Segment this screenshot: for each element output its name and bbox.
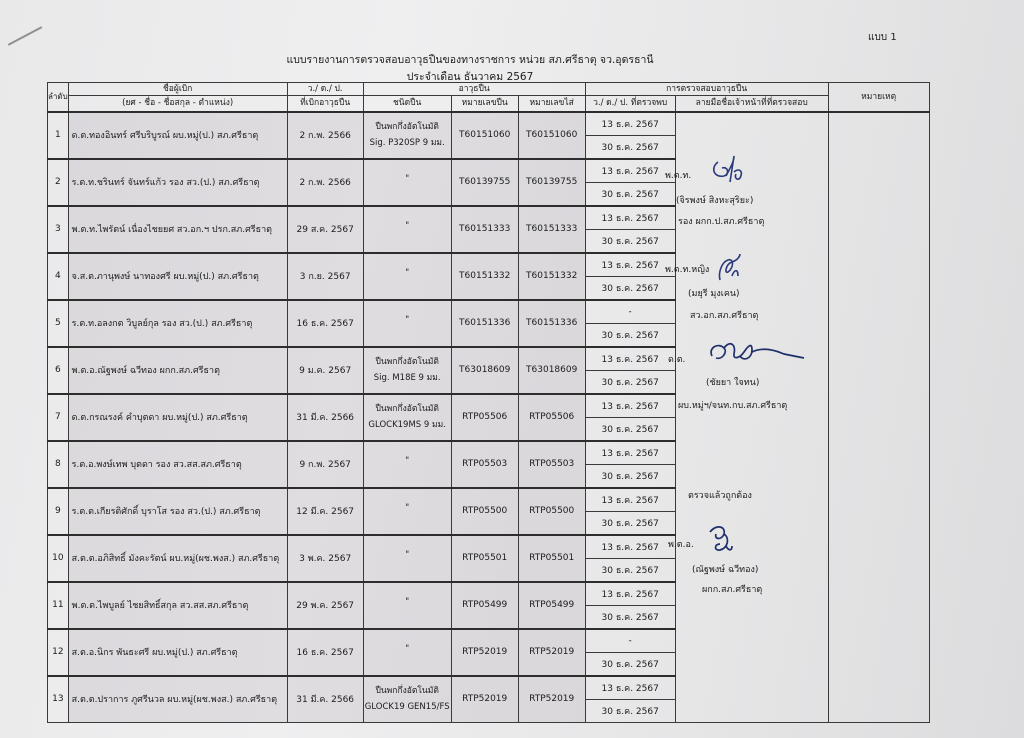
weapon-type-line1: ปืนพกกึ่งอัตโนมัติ (375, 121, 439, 132)
serial-number: T60151332 (518, 253, 585, 300)
signature-3 (700, 334, 810, 374)
issue-date: 12 มี.ค. 2567 (287, 488, 363, 535)
row-no: 4 (48, 253, 69, 300)
col-inspection: การตรวจสอบอาวุธปืน (585, 83, 828, 96)
row-no: 3 (48, 206, 69, 253)
row-no: 7 (48, 394, 69, 441)
weapon-type (363, 253, 451, 300)
weapon-type-line1: ปืนพกกึ่งอัตโนมัติ (375, 403, 439, 414)
issue-date: 3 ก.ย. 2567 (287, 253, 363, 300)
inspector-3-position: ผบ.หมู่ฯ/จนท.กบ.สภ.ศรีธาตุ (678, 401, 788, 411)
inspection-date-2: 30 ธ.ค. 2567 (585, 464, 675, 488)
serial-number: RTP52019 (518, 629, 585, 676)
row-no: 2 (48, 159, 69, 206)
gov-number: RTP05503 (451, 441, 518, 488)
weapon-type-line1: " (405, 503, 410, 513)
col-issue-date: ว./ ด./ ป. (287, 83, 363, 96)
weapon-type-line1: " (405, 550, 410, 560)
weapon-type (363, 629, 451, 676)
serial-number: RTP05503 (518, 441, 585, 488)
inspection-date-1: 13 ธ.ค. 2567 (585, 582, 675, 606)
serial-number: T60139755 (518, 159, 585, 206)
inspection-date-1: - (585, 629, 675, 653)
owner-name: ส.ต.อ.นิกร พันธะศรี ผบ.หมู่(ป.) สภ.ศรีธาตุ (68, 629, 287, 676)
inspection-date-2: 30 ธ.ค. 2567 (585, 370, 675, 394)
table-row (48, 112, 930, 136)
inspection-date-1: - (585, 300, 675, 324)
inspection-date-1: 13 ธ.ค. 2567 (585, 159, 675, 183)
inspection-date-2: 30 ธ.ค. 2567 (585, 558, 675, 582)
gov-number: RTP52019 (451, 629, 518, 676)
col-insp-date: ว./ ด./ ป. ที่ตรวจพบ (585, 96, 675, 112)
weapon-type (363, 159, 451, 206)
weapon-type-line1: " (405, 456, 410, 466)
weapon-type-line1: " (405, 174, 410, 184)
issue-date: 2 ก.พ. 2566 (287, 112, 363, 159)
weapon-type (363, 394, 451, 441)
weapon-type (363, 300, 451, 347)
gov-number: T60151336 (451, 300, 518, 347)
gov-number: T60139755 (451, 159, 518, 206)
owner-name: ส.ต.ต.ปราการ ภูศรีนวล ผบ.หมู่(ผช.พงส.) สภ.ศรีธาตุ (68, 676, 287, 723)
weapon-type (363, 582, 451, 629)
row-no: 1 (48, 112, 69, 159)
col-gov-no: หมายเลขปืน (451, 96, 518, 112)
row-no: 9 (48, 488, 69, 535)
issue-date: 3 พ.ค. 2567 (287, 535, 363, 582)
weapon-type (363, 347, 451, 394)
inspection-date-2: 30 ธ.ค. 2567 (585, 229, 675, 253)
col-weapon: อาวุธปืน (363, 83, 585, 96)
remark-cell (828, 112, 929, 723)
serial-number: T63018609 (518, 347, 585, 394)
weapon-type (363, 441, 451, 488)
col-insp-sign: ลายมือชื่อเจ้าหน้าที่ที่ตรวจสอบ (675, 96, 828, 112)
inspector-3-name: (ชัยยา ใจทน) (706, 378, 760, 388)
serial-number: RTP52019 (518, 676, 585, 723)
col-serial-no: หมายเลขไส่ (518, 96, 585, 112)
issue-date: 16 ธ.ค. 2567 (287, 629, 363, 676)
serial-number: RTP05506 (518, 394, 585, 441)
inspector-1-position: รอง ผกก.ป.สภ.ศรีธาตุ (678, 217, 765, 227)
inspection-date-1: 13 ธ.ค. 2567 (585, 441, 675, 465)
weapon-type-line2: GLOCK19 GEN15/FS (364, 701, 450, 712)
inspector-1-rank: พ.ต.ท. (665, 171, 692, 181)
gov-number: RTP05499 (451, 582, 518, 629)
weapon-type (363, 535, 451, 582)
inspection-date-2: 30 ธ.ค. 2567 (585, 699, 675, 722)
issue-date: 31 มี.ค. 2566 (287, 676, 363, 723)
gov-number: T60151333 (451, 206, 518, 253)
inspection-date-1: 13 ธ.ค. 2567 (585, 253, 675, 277)
inspection-date-2: 30 ธ.ค. 2567 (585, 135, 675, 159)
gov-number: RTP05501 (451, 535, 518, 582)
gov-number: RTP05500 (451, 488, 518, 535)
issue-date: 2 ก.พ. 2566 (287, 159, 363, 206)
row-no: 6 (48, 347, 69, 394)
row-no: 10 (48, 535, 69, 582)
inspector-2-position: สว.อก.สภ.ศรีธาตุ (690, 311, 759, 321)
gov-number: T63018609 (451, 347, 518, 394)
owner-name: ร.ต.ท.อลงกต วิบูลย์กุล รอง สว.(ป.) สภ.ศรีธาตุ (68, 300, 287, 347)
owner-name: ร.ต.ท.ชรินทร์ จันทร์แก้ว รอง สว.(ป.) สภ.ศรีธาตุ (68, 159, 287, 206)
serial-number: T60151060 (518, 112, 585, 159)
col-weapon-type: ชนิดปืน (363, 96, 451, 112)
serial-number: T60151336 (518, 300, 585, 347)
inspection-date-1: 13 ธ.ค. 2567 (585, 535, 675, 559)
weapon-type (363, 206, 451, 253)
inspection-date-1: 13 ธ.ค. 2567 (585, 347, 675, 371)
inspection-date-1: 13 ธ.ค. 2567 (585, 676, 675, 700)
weapon-type-line2: Sig. P320SP 9 มม. (369, 137, 445, 148)
col-remark: หมายเหตุ (828, 83, 929, 112)
owner-name: ร.ต.อ.พงษ์เทพ บุตดา รอง สว.สส.สภ.ศรีธาตุ (68, 441, 287, 488)
owner-name: ส.ต.ต.อภิสิทธิ์ มังคะรัตน์ ผบ.หมู่(ผช.พงส.) สภ.ศรีธาตุ (68, 535, 287, 582)
weapon-type-line1: ปืนพกกึ่งอัตโนมัติ (375, 685, 439, 696)
report-title: แบบรายงานการตรวจสอบอาวุธปืนของทางราชการ หน่วย สภ.ศรีธาตุ จว.อุดรธานี (286, 54, 654, 66)
issue-date: 31 มี.ค. 2566 (287, 394, 363, 441)
inspection-date-2: 30 ธ.ค. 2567 (585, 182, 675, 206)
issue-date: 16 ธ.ค. 2567 (287, 300, 363, 347)
inspection-date-2: 30 ธ.ค. 2567 (585, 276, 675, 300)
gov-number: RTP05506 (451, 394, 518, 441)
weapon-type-line2: GLOCK19MS 9 มม. (368, 419, 446, 430)
gov-number: T60151060 (451, 112, 518, 159)
inspector-1-name: (จิรพงษ์ สิงหะสุริยะ) (676, 196, 754, 206)
table-body (48, 112, 930, 723)
row-no: 8 (48, 441, 69, 488)
owner-name: พ.ต.อ.ณัฐพงษ์ ฉวีทอง ผกก.สภ.ศรีธาตุ (68, 347, 287, 394)
owner-name: ด.ต.กรณรงค์ คำบุตดา ผบ.หมู่(ป.) สภ.ศรีธาตุ (68, 394, 287, 441)
col-issue-date-sub: ที่เบิกอาวุธปืน (287, 96, 363, 112)
inspection-date-1: 13 ธ.ค. 2567 (585, 394, 675, 418)
inspection-date-2: 30 ธ.ค. 2567 (585, 511, 675, 535)
owner-name: จ.ส.ต.ภานุพงษ์ นาทองศรี ผบ.หมู่(ป.) สภ.ศรีธาตุ (68, 253, 287, 300)
checked-note: ตรวจแล้วถูกต้อง (688, 491, 752, 501)
issue-date: 29 พ.ค. 2567 (287, 582, 363, 629)
paper-crease (8, 26, 42, 46)
inspection-date-2: 30 ธ.ค. 2567 (585, 605, 675, 629)
inspection-date-1: 13 ธ.ค. 2567 (585, 112, 675, 136)
weapon-type-line2: Sig. M18E 9 มม. (373, 372, 441, 383)
inspection-date-1: 13 ธ.ค. 2567 (585, 206, 675, 230)
inspector-4-position: ผกก.สภ.ศรีธาตุ (702, 585, 763, 595)
issue-date: 9 ม.ค. 2567 (287, 347, 363, 394)
row-no: 12 (48, 629, 69, 676)
inspection-date-2: 30 ธ.ค. 2567 (585, 652, 675, 676)
inspection-date-2: 30 ธ.ค. 2567 (585, 323, 675, 347)
inspector-2-rank: พ.ต.ท.หญิง (665, 265, 710, 275)
row-no: 13 (48, 676, 69, 723)
col-owner-sub: (ยศ - ชื่อ - ชื่อสกุล - ตำแหน่ง) (68, 96, 287, 112)
serial-number: T60151333 (518, 206, 585, 253)
weapon-type (363, 488, 451, 535)
gov-number: T60151332 (451, 253, 518, 300)
inspector-2-name: (มยุรี มุงเคน) (688, 289, 740, 299)
weapon-type-line1: " (405, 315, 410, 325)
inspector-3-rank: ด.ต. (668, 355, 686, 365)
weapon-type-line1: " (405, 221, 410, 231)
weapon-type-line1: " (405, 268, 410, 278)
owner-name: พ.ต.ต.ไพบูลย์ ไชยสิทธิ์สกุล สว.สส.สภ.ศรีธาตุ (68, 582, 287, 629)
gov-number: RTP52019 (451, 676, 518, 723)
owner-name: พ.ต.ท.ไพรัตน์ เนื่องไชยยศ สว.อก.ฯ ปรก.สภ.ศรีธาตุ (68, 206, 287, 253)
row-no: 5 (48, 300, 69, 347)
form-code: แบบ 1 (868, 32, 897, 43)
col-no: ลำดับ (48, 83, 69, 112)
owner-name: ด.ต.ทองอินทร์ ศรีบริบูรณ์ ผบ.หมู่(ป.) สภ.ศรีธาตุ (68, 112, 287, 159)
weapon-type-line1: ปืนพกกึ่งอัตโนมัติ (375, 356, 439, 367)
owner-name: ร.ต.ต.เกียรติศักดิ์ บุราโส รอง สว.(ป.) สภ.ศรีธาตุ (68, 488, 287, 535)
inspection-table (47, 82, 930, 723)
serial-number: RTP05500 (518, 488, 585, 535)
weapon-type (363, 676, 451, 723)
report-period: ประจำเดือน ธันวาคม 2567 (406, 71, 534, 83)
inspector-4-rank: พ.ต.อ. (668, 540, 694, 550)
weapon-type-line1: " (405, 644, 410, 654)
serial-number: RTP05501 (518, 535, 585, 582)
inspection-date-1: 13 ธ.ค. 2567 (585, 488, 675, 512)
inspection-date-2: 30 ธ.ค. 2567 (585, 417, 675, 441)
signature-2 (712, 252, 752, 287)
weapon-type-line1: " (405, 597, 410, 607)
inspector-4-name: (ณัฐพงษ์ ฉวีทอง) (692, 565, 759, 575)
serial-number: RTP05499 (518, 582, 585, 629)
signature-4 (700, 518, 740, 558)
issue-date: 29 ส.ค. 2567 (287, 206, 363, 253)
weapon-type (363, 112, 451, 159)
row-no: 11 (48, 582, 69, 629)
issue-date: 9 ก.พ. 2567 (287, 441, 363, 488)
col-owner: ชื่อผู้เบิก (68, 83, 287, 96)
signature-1 (700, 150, 760, 190)
